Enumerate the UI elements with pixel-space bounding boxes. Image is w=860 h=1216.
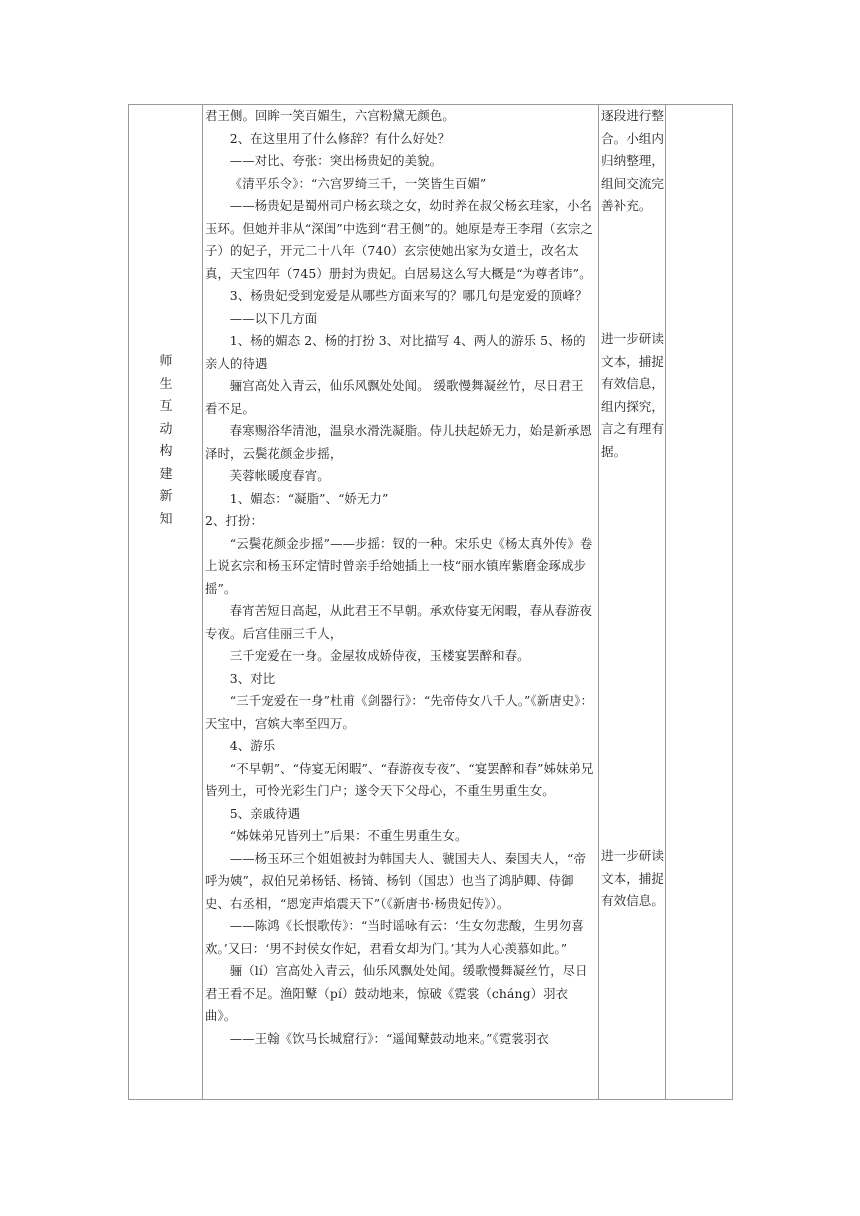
section-heading: 3、对比 (229, 670, 276, 686)
answer: ——以下几方面 (229, 310, 318, 326)
activity-note: 进一步研读文本，捕捉有效信息，组内探究，言之有理有据。 (601, 331, 664, 459)
annotation: “不早朝”、“侍宴无闲暇”、“春游夜专夜”、“宴罢醉和春”姊妹弟兄皆列土，可怜光彩生门户；遂令天下父母心，不重生男重生女。 (205, 760, 594, 798)
poem-line: 三千宠爱在一身。金屋妆成娇侍夜，玉楼宴罢醉和春。 (229, 648, 530, 663)
section-heading: 1、媚态：“凝脂”、“娇无力” (229, 490, 389, 506)
stage-char: 构 (159, 444, 173, 459)
quotation: 《清平乐令》：“六宫罗绮三千，一笑皆生百媚” (229, 175, 487, 191)
poem-line: 骊宫高处入青云，仙乐风飘处处闻。 缓歌慢舞凝丝竹，尽日君王看不足。 (205, 378, 584, 416)
annotation: “姊妹弟兄皆列土”后果：不重生男重生女。 (229, 828, 468, 843)
annotation: “三千宠爱在一身”杜甫《剑器行》：“先帝侍女八千人。”《新唐史》：天宝中，宫嫔大率至四万。 (205, 693, 593, 731)
section-heading: 4、游乐 (229, 738, 276, 753)
question: 2、在这里用了什么修辞？有什么好处？ (229, 130, 451, 146)
stage-char: 生 (159, 376, 173, 392)
poem-line: 骊（lí）宫高处入青云，仙乐风飘处处闻。缓歌慢舞凝丝竹，尽日君王看不足。渔阳鼙（pí）鼓动地来，惊破《霓裳（cháng）羽衣曲》。 (205, 963, 588, 1023)
question: 3、杨贵妃受到宠爱是从哪些方面来写的？哪几句是宠爱的顶峰？ (229, 288, 588, 303)
stage-char: 建 (159, 466, 173, 482)
stage-char: 师 (159, 354, 173, 369)
aspects-list: 1、杨的媚态 2、杨的打扮 3、对比描写 4、两人的游乐 5、杨的亲人的待遇 (205, 333, 586, 371)
activity-note: 进一步研读文本，捕捉有效信息。 (601, 848, 664, 908)
stage-char: 知 (159, 511, 173, 527)
stage-char: 互 (159, 399, 173, 414)
stage-char: 动 (159, 421, 173, 437)
stage-char: 新 (159, 489, 173, 504)
annotation: ——杨玉环三个姐姐被封为韩国夫人、虢国夫人、秦国夫人，“帝呼为姨”，叔伯兄弟杨铦、杨锜、杨钊（国忠）也当了鸿胪卿、侍御史、右丞相，“恩宠声焰震天下”（《新唐书·杨贵妃传》）。 (205, 850, 586, 911)
blank-cell (666, 105, 733, 1100)
activity-note: 逐段进行整合。小组内归纳整理，组间交流完善补充。 (601, 108, 664, 213)
table-row (129, 105, 733, 1100)
annotation: ——陈鸿《长恨歌传》：“当时谣咏有云：‘生女勿悲酸，生男勿喜欢。’又曰：‘男不封侯女作妃，君看女却为门。’其为人心羡慕如此。” (205, 918, 584, 956)
annotation: ——王翰《饮马长城窟行》：“遥闻鼙鼓动地来。”《霓裳羽衣 (229, 1030, 549, 1046)
poem-line: 君王侧。回眸一笑百媚生，六宫粉黛无颜色。 (205, 108, 455, 123)
annotation: ——杨贵妃是蜀州司户杨玄琰之女，幼时养在叔父杨玄珪家，小名玉环。但她并非从“深闺”中选到“君王侧”的。她原是寿王李瑁（玄宗之子）的妃子，开元二十八年（740）玄宗使她出家为女道士，改名太真，天宝四年（745）册封为贵妃。白居易这么写大概是“为尊者讳”。 (205, 198, 593, 281)
answer: ——对比、夸张：突出杨贵妃的美貌。 (229, 153, 443, 168)
section-heading: 5、亲戚待遇 (229, 805, 301, 821)
annotation: “云鬓花颜金步摇”——步摇：钗的一种。宋乐史《杨太真外传》卷上说玄宗和杨玉环定情时曾亲手给她插上一枝“丽水镇库紫磨金琢成步摇”。 (205, 535, 593, 596)
poem-line: 春宵苦短日高起，从此君王不早朝。承欢侍宴无闲暇，春从春游夜专夜。后宫佳丽三千人， (205, 603, 593, 641)
section-heading: 2、打扮： (205, 513, 263, 528)
stage-label (129, 351, 203, 531)
lesson-plan-table (128, 104, 733, 1100)
content-cell (203, 105, 599, 1100)
poem-line: 芙蓉帐暖度春宵。 (229, 468, 330, 483)
poem-line: 春寒赐浴华清池，温泉水滑洗凝脂。侍儿扶起娇无力，始是新承恩泽时，云鬓花颜金步摇， (205, 423, 593, 461)
activity-cell (599, 105, 666, 1100)
stage-cell (129, 105, 203, 1100)
